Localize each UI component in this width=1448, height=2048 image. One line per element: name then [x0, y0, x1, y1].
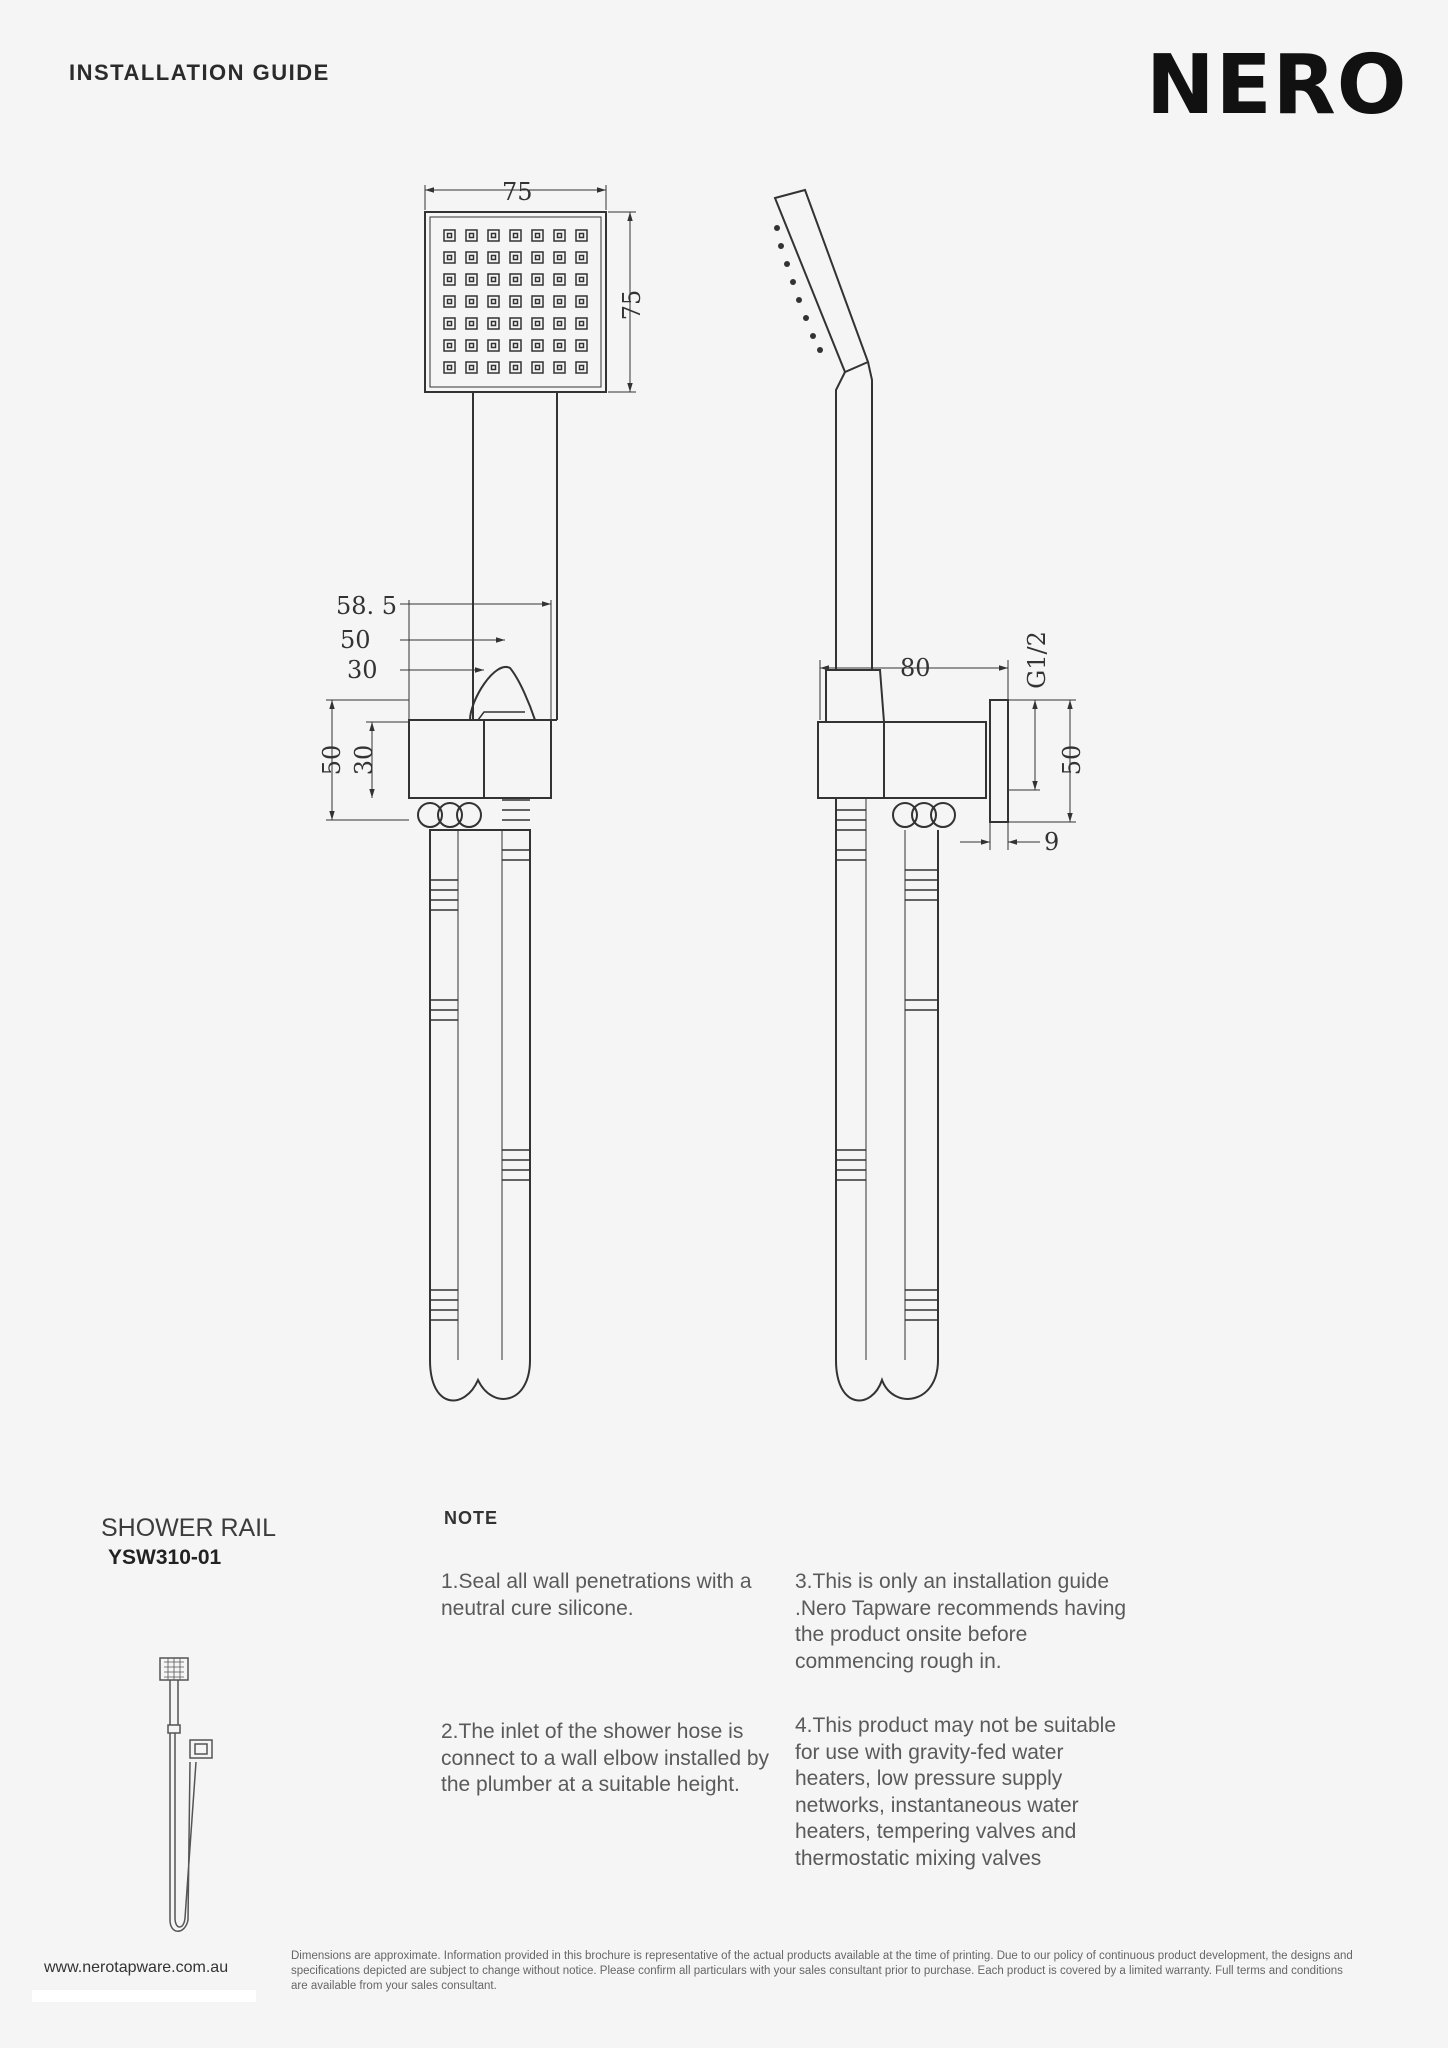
nozzle-dots	[774, 225, 823, 353]
shower-head-side	[775, 190, 868, 372]
wall-bracket-side	[818, 722, 986, 798]
front-view	[326, 185, 636, 1400]
nozzle	[576, 318, 587, 329]
nozzle-center	[536, 344, 540, 348]
note-item-3: 3.This is only an installation guide .Nero Tapware recommends having the product onsite before commencing rough in.	[795, 1570, 1127, 1673]
note-heading: NOTE	[444, 1508, 499, 1528]
dim-g1-2: G1/2	[1023, 631, 1051, 689]
nozzle-center	[492, 278, 496, 282]
nozzle-center	[470, 278, 474, 282]
nozzle-center	[448, 344, 452, 348]
nozzle-center	[470, 366, 474, 370]
handle-side	[836, 362, 872, 670]
nozzle	[510, 230, 521, 241]
nozzle-center	[558, 344, 562, 348]
dim-head-height: 75	[618, 289, 646, 321]
nozzle-center	[580, 366, 584, 370]
nozzle	[510, 296, 521, 307]
nozzle-center	[514, 300, 518, 304]
nozzle	[444, 318, 455, 329]
nozzle-center	[580, 234, 584, 238]
dim-58-5: 58. 5	[336, 592, 398, 620]
nozzle	[554, 318, 565, 329]
nozzle	[488, 318, 499, 329]
nozzle-center	[536, 300, 540, 304]
nozzle	[488, 230, 499, 241]
nozzle-center	[536, 322, 540, 326]
nozzle	[554, 274, 565, 285]
nozzle-center	[470, 344, 474, 348]
product-name: SHOWER RAIL	[101, 1514, 277, 1542]
nozzle	[576, 252, 587, 263]
page-title: INSTALLATION GUIDE	[69, 60, 330, 85]
nozzle	[554, 296, 565, 307]
nozzle	[488, 362, 499, 373]
nozzle-center	[492, 256, 496, 260]
nozzle	[576, 274, 587, 285]
nozzle-center	[470, 234, 474, 238]
nozzle	[532, 340, 543, 351]
nozzle-center	[536, 278, 540, 282]
nozzle	[466, 318, 477, 329]
side-view	[774, 190, 1076, 1400]
nozzle-center	[448, 366, 452, 370]
note-item-4: 4.This product may not be suitable for use with gravity-fed water heaters, low pressure supply networks, instantaneous water heaters, tempering valves and thermostatic mixing valves	[795, 1714, 1117, 1870]
nozzle	[488, 296, 499, 307]
nozzle	[444, 230, 455, 241]
dim-30-left: 30	[350, 744, 378, 776]
nozzle	[510, 274, 521, 285]
dim-head-width: 75	[502, 178, 533, 206]
dim-30-top: 30	[347, 656, 378, 684]
nozzle	[466, 274, 477, 285]
nozzle	[488, 252, 499, 263]
nozzle-center	[492, 234, 496, 238]
nozzle-center	[558, 322, 562, 326]
nozzle-grid	[444, 230, 587, 373]
nozzle	[554, 230, 565, 241]
nozzle-center	[558, 300, 562, 304]
nozzle-center	[448, 322, 452, 326]
nozzle	[466, 362, 477, 373]
nozzle	[444, 274, 455, 285]
nozzle-center	[448, 300, 452, 304]
nozzle	[532, 318, 543, 329]
nozzle-center	[580, 278, 584, 282]
nozzle	[510, 362, 521, 373]
nozzle-center	[470, 256, 474, 260]
nozzle-center	[514, 278, 518, 282]
nozzle-center	[580, 344, 584, 348]
nozzle	[488, 274, 499, 285]
nozzle-center	[514, 234, 518, 238]
nozzle-center	[558, 366, 562, 370]
product-code: YSW310-01	[108, 1546, 222, 1569]
nozzle	[576, 362, 587, 373]
dim-80: 80	[900, 654, 931, 682]
dim-9: 9	[1044, 828, 1060, 856]
nozzle	[532, 274, 543, 285]
nozzle-center	[448, 278, 452, 282]
dim-50-left: 50	[318, 744, 346, 776]
product-thumbnail	[130, 1650, 240, 1940]
nozzle	[554, 340, 565, 351]
nozzle	[466, 252, 477, 263]
note-item-2: 2.The inlet of the shower hose is connect to a wall elbow installed by the plumber at a suitable height.	[441, 1720, 770, 1796]
nozzle	[576, 340, 587, 351]
nozzle-center	[448, 256, 452, 260]
nozzle	[532, 362, 543, 373]
hose-front	[430, 830, 530, 1400]
nozzle	[466, 230, 477, 241]
nozzle	[532, 252, 543, 263]
wall-flange	[990, 700, 1008, 822]
nozzle-center	[580, 256, 584, 260]
nozzle	[554, 362, 565, 373]
nozzle-center	[536, 256, 540, 260]
nozzle-center	[580, 300, 584, 304]
nozzle-center	[492, 366, 496, 370]
nozzle	[488, 340, 499, 351]
nozzle	[466, 340, 477, 351]
nozzle-center	[470, 322, 474, 326]
nozzle-center	[448, 234, 452, 238]
nozzle	[510, 252, 521, 263]
website-link[interactable]: www.nerotapware.com.au	[44, 1959, 229, 1976]
nozzle-center	[514, 322, 518, 326]
dim-50-top: 50	[340, 626, 371, 654]
nozzle-center	[558, 278, 562, 282]
note-item-1: 1.Seal all wall penetrations with a neutral cure silicone.	[441, 1570, 752, 1620]
nozzle	[444, 296, 455, 307]
nozzle-center	[514, 344, 518, 348]
nozzle	[576, 296, 587, 307]
nozzle-center	[536, 234, 540, 238]
disclaimer-text: Dimensions are approximate. Information provided in this brochure is representative of the actual products available at the time of printing. Due to our policy of continuous product development, the designs and specifications depicted are subject to change without notice. Please confirm all particulars with your sales consultant prior to purchase. Each product is covered by a limited warranty. Full terms and conditions are available from your sales consultant.	[291, 1950, 1353, 1992]
nozzle-center	[514, 366, 518, 370]
hose-rings	[430, 800, 530, 1320]
nozzle-center	[470, 300, 474, 304]
nozzle-center	[492, 322, 496, 326]
dim-50-right: 50	[1058, 744, 1086, 776]
nozzle	[510, 340, 521, 351]
nozzle-center	[558, 256, 562, 260]
nozzle-center	[492, 344, 496, 348]
nozzle	[554, 252, 565, 263]
nozzle	[510, 318, 521, 329]
nozzle	[444, 362, 455, 373]
nozzle-center	[580, 322, 584, 326]
nozzle	[532, 230, 543, 241]
nozzle-center	[514, 256, 518, 260]
nozzle-center	[492, 300, 496, 304]
nozzle	[576, 230, 587, 241]
footer-divider	[32, 1990, 256, 2002]
nozzle	[532, 296, 543, 307]
technical-drawing	[0, 150, 1448, 1430]
nozzle	[444, 340, 455, 351]
nozzle	[466, 296, 477, 307]
nozzle	[444, 252, 455, 263]
nozzle-center	[536, 366, 540, 370]
brand-logo: NERO	[1146, 38, 1408, 133]
handle-front	[473, 392, 557, 720]
wall-bracket-front	[409, 720, 551, 798]
nozzle-center	[558, 234, 562, 238]
